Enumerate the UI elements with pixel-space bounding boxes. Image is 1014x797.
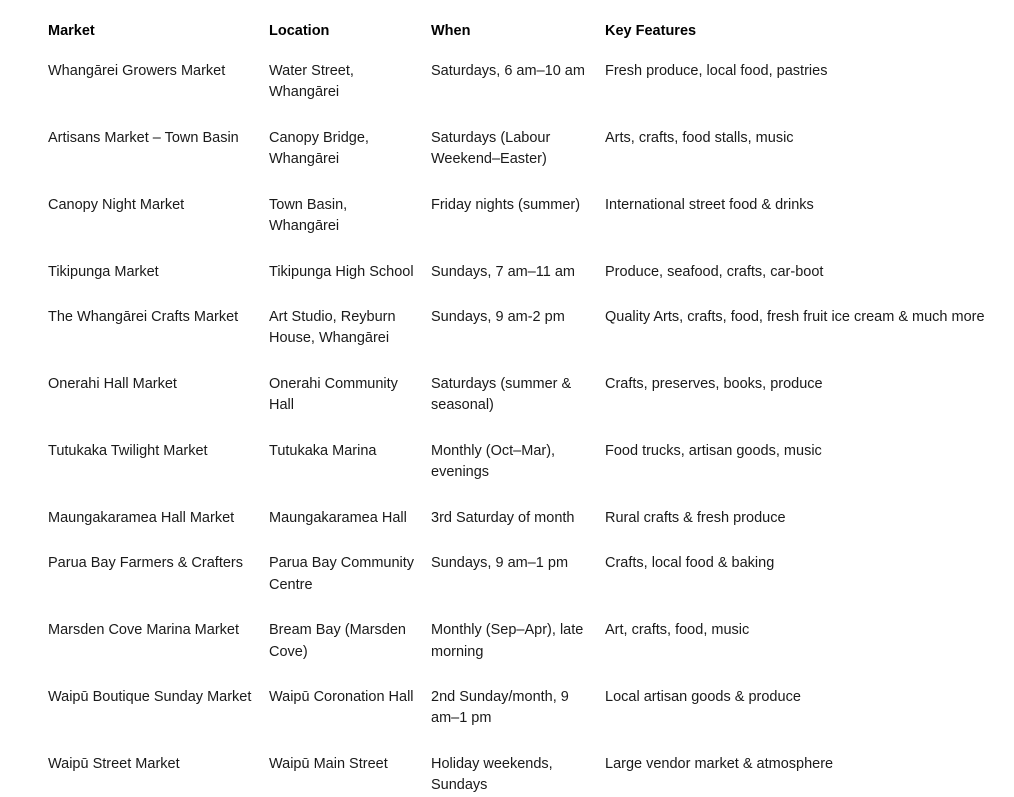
- cell-when: Monthly (Sep–Apr), late morning: [431, 622, 584, 660]
- cell-location: Maungakaramea Hall: [269, 509, 407, 526]
- table-row: [48, 620, 1008, 687]
- table-row: [48, 553, 1008, 620]
- cell-market: Tikipunga Market: [48, 263, 159, 280]
- cell-market: Onerahi Hall Market: [48, 375, 177, 392]
- cell-location: Onerahi Community Hall: [269, 375, 398, 414]
- cell-location: Canopy Bridge, Whangārei: [269, 129, 369, 168]
- cell-key-features: Large vendor market & atmosphere: [605, 755, 834, 772]
- cell-key-features: Local artisan goods & produce: [605, 689, 801, 705]
- cell-location: Town Basin, Whangārei: [269, 196, 348, 235]
- table-row: [48, 307, 1008, 374]
- cell-when: 2nd Sunday/month, 9 am–1 pm: [431, 689, 569, 727]
- cell-market: Parua Bay Farmers & Crafters: [48, 555, 243, 572]
- cell-key-features: Arts, crafts, food stalls, music: [605, 129, 794, 146]
- table-header-row: [48, 22, 1008, 61]
- cell-location: Tutukaka Marina: [269, 442, 377, 459]
- column-header-market: [48, 22, 269, 61]
- cell-market: Whangārei Growers Market: [48, 62, 226, 79]
- cell-key-features: Food trucks, artisan goods, music: [605, 442, 822, 459]
- column-header-when: [431, 22, 605, 61]
- cell-market: The Whangārei Crafts Market: [48, 309, 239, 326]
- cell-when: Holiday weekends, Sundays: [431, 755, 553, 794]
- cell-key-features: Rural crafts & fresh produce: [605, 509, 786, 526]
- cell-key-features: Fresh produce, local food, pastries: [605, 62, 828, 79]
- cell-location: Bream Bay (Marsden Cove): [269, 622, 406, 660]
- table-row: [48, 128, 1008, 195]
- cell-key-features: Produce, seafood, crafts, car-boot: [605, 263, 824, 280]
- table-row: [48, 687, 1008, 754]
- table-row: [48, 262, 1008, 307]
- column-header-key-features-label: Key Features: [605, 23, 697, 39]
- cell-location: Tikipunga High School: [269, 263, 414, 280]
- cell-market: Maungakaramea Hall Market: [48, 509, 235, 526]
- cell-when: Sundays, 7 am–11 am: [431, 263, 576, 280]
- cell-when: Friday nights (summer): [431, 196, 581, 213]
- cell-key-features: Crafts, preserves, books, produce: [605, 375, 823, 392]
- table-header: [48, 22, 1008, 61]
- cell-when: Sundays, 9 am-2 pm: [431, 309, 565, 326]
- cell-location: Water Street, Whangārei: [269, 62, 354, 101]
- cell-when: 3rd Saturday of month: [431, 509, 575, 526]
- column-header-market-label: Market: [48, 23, 95, 39]
- cell-location: Art Studio, Reyburn House, Whangārei: [269, 309, 396, 347]
- cell-when: Monthly (Oct–Mar), evenings: [431, 442, 556, 481]
- cell-market: Waipū Street Market: [48, 755, 180, 772]
- cell-location: Waipū Main Street: [269, 755, 388, 772]
- markets-table: [48, 22, 1008, 797]
- column-header-when-label: When: [431, 23, 471, 39]
- cell-key-features: Crafts, local food & baking: [605, 555, 775, 572]
- cell-location: Waipū Coronation Hall: [269, 689, 414, 705]
- cell-location: Parua Bay Community Centre: [269, 555, 415, 593]
- cell-when: Saturdays (Labour Weekend–Easter): [431, 129, 551, 168]
- table-row: [48, 195, 1008, 262]
- table-row: [48, 754, 1008, 797]
- cell-key-features: Quality Arts, crafts, food, fresh fruit ice cream & much more: [605, 309, 985, 326]
- table-row: [48, 374, 1008, 441]
- table-row: [48, 441, 1008, 508]
- table-row: [48, 61, 1008, 128]
- cell-market: Canopy Night Market: [48, 196, 185, 213]
- cell-market: Artisans Market – Town Basin: [48, 129, 239, 146]
- cell-market: Tutukaka Twilight Market: [48, 442, 208, 459]
- cell-market: Waipū Boutique Sunday Market: [48, 689, 252, 705]
- cell-market: Marsden Cove Marina Market: [48, 622, 239, 639]
- column-header-location-label: Location: [269, 23, 330, 39]
- column-header-location: [269, 22, 431, 61]
- cell-when: Sundays, 9 am–1 pm: [431, 555, 569, 572]
- column-header-key-features: [605, 22, 1008, 61]
- cell-when: Saturdays, 6 am–10 am: [431, 62, 585, 79]
- table-row: [48, 508, 1008, 553]
- table-body: [48, 61, 1008, 797]
- cell-key-features: International street food & drinks: [605, 196, 814, 213]
- cell-key-features: Art, crafts, food, music: [605, 622, 750, 639]
- cell-when: Saturdays (summer & seasonal): [431, 375, 572, 414]
